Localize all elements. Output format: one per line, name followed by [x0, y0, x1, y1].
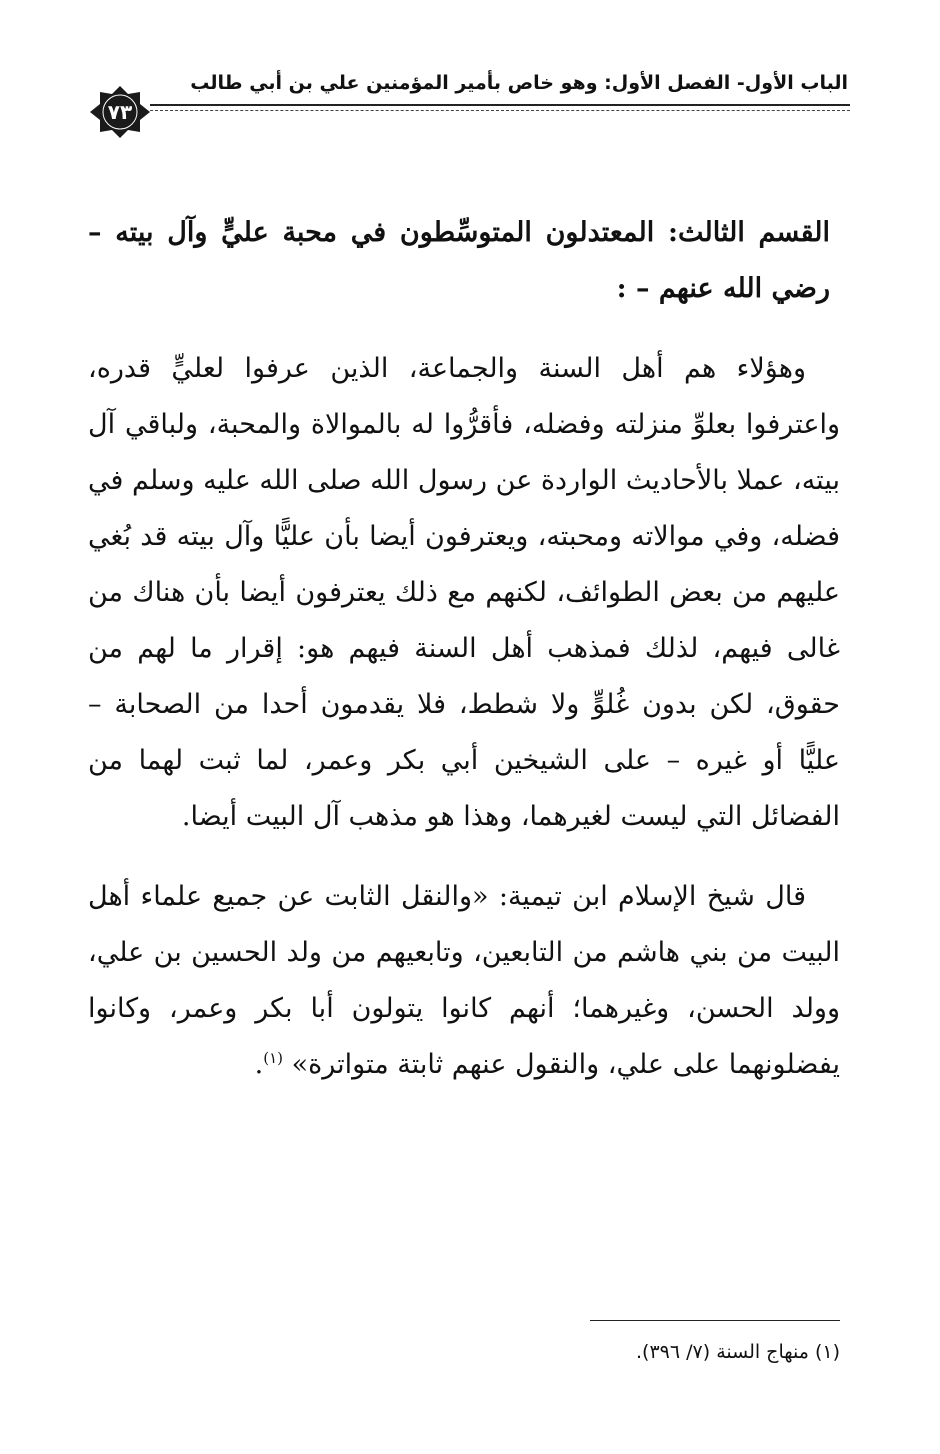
running-header: الباب الأول- الفصل الأول: وهو خاص بأمير المؤمنين علي بن أبي طالب — [190, 72, 848, 94]
footnote-reference[interactable]: (١) — [263, 1049, 283, 1067]
paragraph: وهؤلاء هم أهل السنة والجماعة، الذين عرفوا لعليٍّ قدره، واعترفوا بعلوِّ منزلته وفضله، فأقرُّوا له بالموالاة والمحبة، ولباقي آل بيته، عملا بالأحاديث الواردة عن رسول الله صلى الله عليه وسلم في فضله، وفي موالاته ومحبته، ويعترفون أيضا بأن عليًّا وآل بيته قد بُغي عليهم من بعض الطوائف، لكنهم مع ذلك يعترفون أيضا بأن هناك من غالى فيهم، لذلك فمذهب أهل السنة فيهم هو: إقرار ما لهم من حقوق، لكن بدون غُلوٍّ ولا شطط، فلا يقدمون أحدا من الصحابة – عليًّا أو غيره – على الشيخين أبي بكر وعمر، لما ثبت لهما من الفضائل التي ليست لغيرهما، وهذا هو مذهب آل البيت أيضا. — [88, 353, 840, 832]
main-text — [88, 205, 840, 1117]
page-number-badge — [88, 84, 152, 140]
section-heading: القسم الثالث: المعتدلون المتوسِّطون في محبة عليٍّ وآل بيته – رضي الله عنهم – : — [88, 217, 830, 304]
quote-paragraph — [88, 869, 840, 1093]
header-rule-ornament — [150, 110, 850, 111]
quote-text: قال شيخ الإسلام ابن تيمية: «والنقل الثابت عن جميع علماء أهل البيت من بني هاشم من التابعين، وتابعيهم من ولد الحسين بن علي، وولد الحسن، وغيرهما؛ أنهم كانوا يتولون أبا بكر وعمر، وكانوا يفضلونهما على علي، والنقول عنهم ثابتة متواترة» — [88, 881, 840, 1080]
page-number: ٧٣ — [107, 100, 133, 124]
footnote-rule — [590, 1320, 840, 1321]
header-rule — [150, 104, 850, 106]
quote-end: . — [254, 1049, 264, 1080]
footnote: (١) منهاج السنة (٧/ ٣٩٦). — [636, 1341, 840, 1363]
